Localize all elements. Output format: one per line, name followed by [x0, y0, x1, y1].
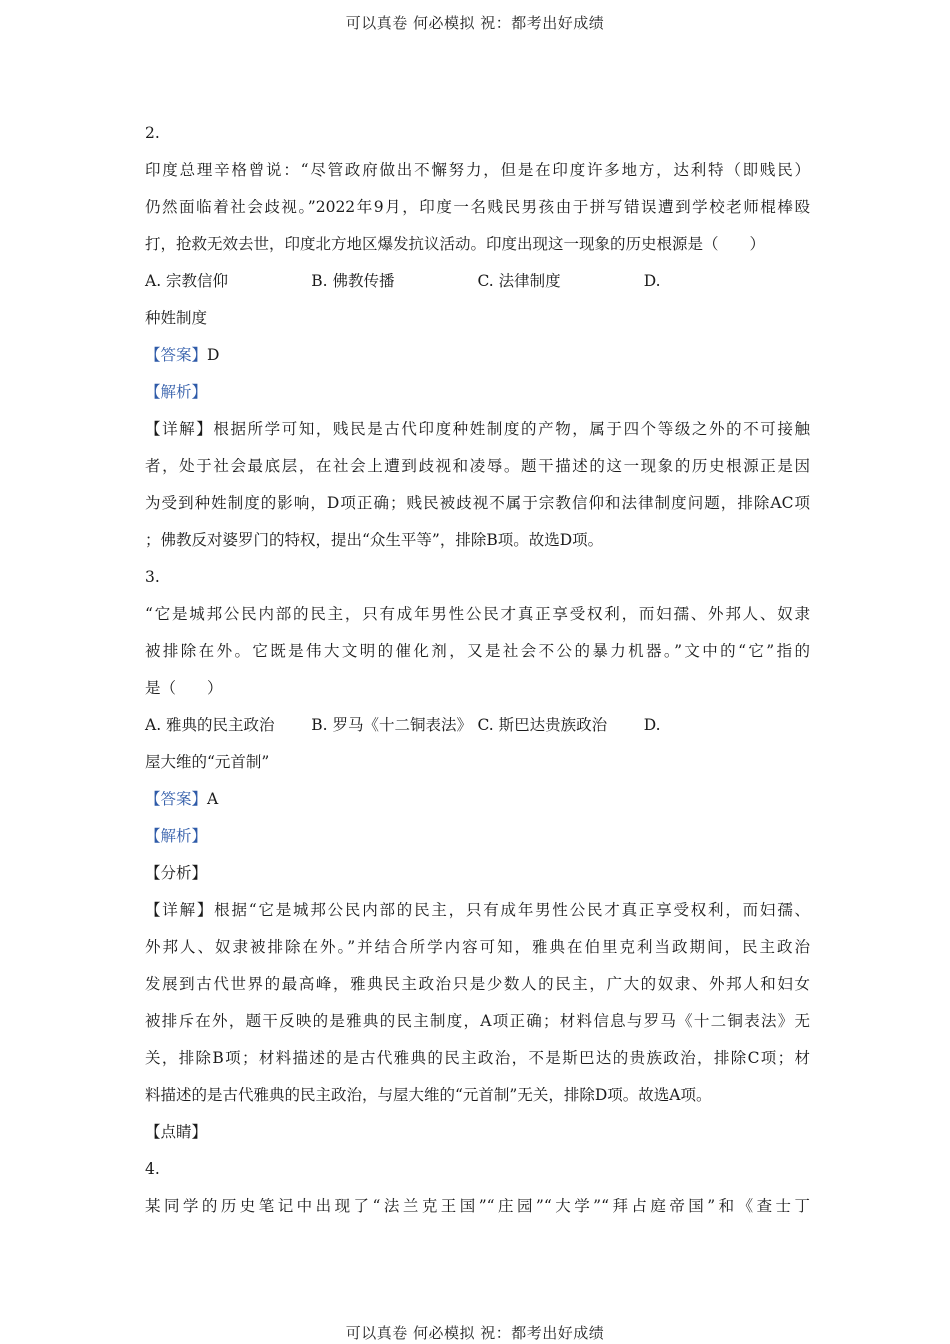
analysis-tag: 【解析】 — [145, 383, 208, 401]
question-3 — [145, 559, 810, 1151]
detail-line: 关，排除B项；材料描述的是古代雅典的民主政治，不是斯巴达的贵族政治，排除C项；材 — [145, 1049, 810, 1067]
question-stem-line: 印度总理辛格曾说：“尽管政府做出不懈努力，但是在印度许多地方，达利特（即贱民） — [145, 161, 810, 179]
page-header: 可以真卷 何必模拟 祝：都考出好成绩 — [345, 14, 605, 32]
detail-tag: 【详解】 — [145, 420, 214, 438]
question-stem-line: 是（ ） — [145, 679, 223, 697]
question-stem-line: “它是城邦公民内部的民主，只有成年男性公民才真正享受权利，而妇孺、外邦人、奴隶 — [145, 605, 810, 623]
document-body — [145, 115, 810, 1225]
option-d: D. — [643, 272, 661, 290]
answer-value: A — [207, 790, 219, 808]
question-2 — [145, 115, 810, 559]
answer-tag: 【答案】 — [145, 790, 208, 808]
detail-line — [145, 411, 810, 448]
answer-line — [145, 337, 810, 374]
question-stem-line: 仍然面临着社会歧视。”2022年9月，印度一名贱民男孩由于拼写错误遭到学校老师棍棒殴 — [145, 198, 810, 216]
question-number: 2. — [145, 124, 160, 142]
detail-line: 外邦人、奴隶被排除在外。”并结合所学内容可知，雅典在伯里克利当政期间，民主政治 — [145, 938, 810, 956]
option-c: C. 法律制度 — [477, 272, 561, 290]
option-c: C. 斯巴达贵族政治 — [477, 716, 608, 734]
detail-line: ；佛教反对婆罗门的特权，提出“众生平等”，排除B项。故选D项。 — [145, 531, 604, 549]
fenxi-line: 【分析】 — [145, 864, 208, 882]
answer-tag: 【答案】 — [145, 346, 208, 364]
analysis-line — [145, 374, 810, 411]
dianjing-line: 【点睛】 — [145, 1123, 208, 1141]
question-stem-line: 被排除在外。它既是伟大文明的催化剂，又是社会不公的暴力机器。”文中的“它”指的 — [145, 642, 810, 660]
detail-line: 发展到古代世界的最高峰，雅典民主政治只是少数人的民主，广大的奴隶、外邦人和妇女 — [145, 975, 810, 993]
question-number: 4. — [145, 1160, 160, 1178]
detail-text: 根据所学可知，贱民是古代印度种姓制度的产物，属于四个等级之外的不可接触 — [213, 420, 810, 438]
question-4 — [145, 1151, 810, 1225]
option-d-text: 种姓制度 — [145, 309, 208, 327]
page-footer: 可以真卷 何必模拟 祝：都考出好成绩 — [345, 1324, 605, 1342]
detail-tag: 【详解】 — [145, 901, 215, 919]
option-d-text: 屋大维的“元首制” — [145, 753, 270, 771]
answer-line — [145, 781, 810, 818]
options-row — [145, 707, 810, 744]
detail-line: 为受到种姓制度的影响，D项正确；贱民被歧视不属于宗教信仰和法律制度问题，排除AC项 — [145, 494, 810, 512]
question-number: 3. — [145, 568, 160, 586]
option-b: B. 罗马《十二铜表法》 — [311, 716, 472, 734]
option-b: B. 佛教传播 — [311, 272, 395, 290]
detail-line — [145, 892, 810, 929]
detail-line: 者，处于社会最底层，在社会上遭到歧视和凌辱。题干描述的这一现象的历史根源正是因 — [145, 457, 810, 475]
option-a: A. 雅典的民主政治 — [145, 716, 275, 734]
question-stem-line: 打，抢救无效去世，印度北方地区爆发抗议活动。印度出现这一现象的历史根源是（ ） — [145, 235, 766, 253]
question-stem-line: 某同学的历史笔记中出现了“法兰克王国”“庄园”“大学”“拜占庭帝国”和《查士丁 — [145, 1197, 810, 1215]
answer-value: D — [207, 346, 220, 364]
detail-line: 被排斥在外，题干反映的是雅典的民主制度，A项正确；材料信息与罗马《十二铜表法》无 — [145, 1012, 810, 1030]
analysis-line — [145, 818, 810, 855]
option-a: A. 宗教信仰 — [145, 272, 229, 290]
option-d: D. — [643, 716, 661, 734]
analysis-tag: 【解析】 — [145, 827, 208, 845]
detail-line: 料描述的是古代雅典的民主政治，与屋大维的“元首制”无关，排除D项。故选A项。 — [145, 1086, 712, 1104]
detail-text: 根据“它是城邦公民内部的民主，只有成年男性公民才真正享受权利，而妇孺、 — [214, 901, 810, 919]
options-row — [145, 263, 810, 300]
